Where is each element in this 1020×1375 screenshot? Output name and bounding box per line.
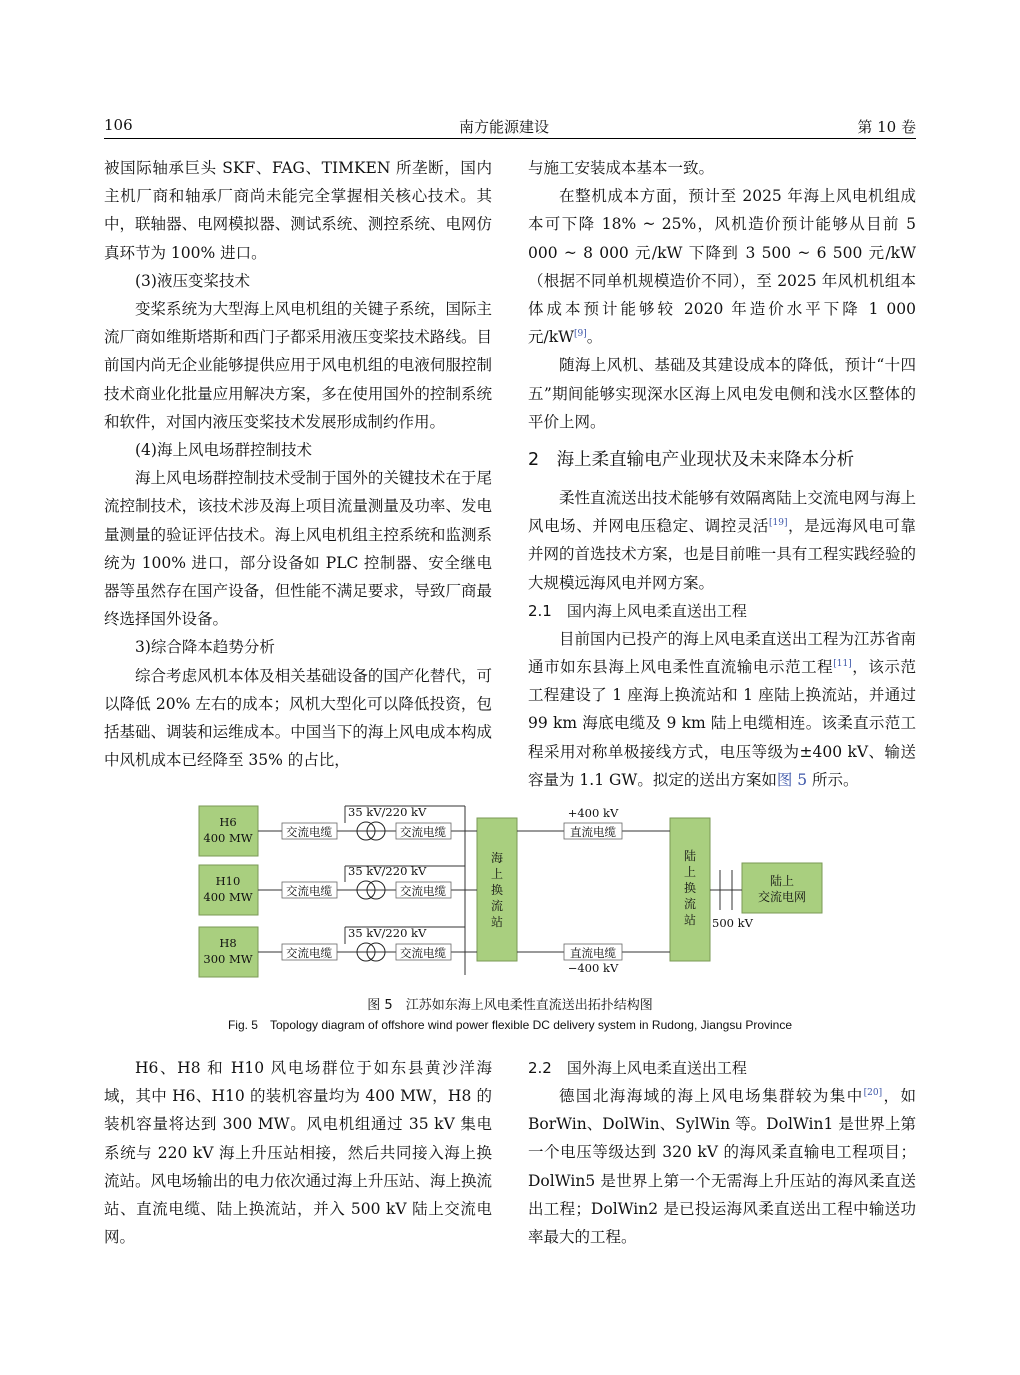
- subheading: (4)海上风电场群控制技术: [135, 441, 312, 460]
- ac-cable-label: 交流电缆: [286, 946, 332, 960]
- figure-caption-en: Fig. 5 Topology diagram of offshore wind power flexible DC delivery system in Rudong, Jiangsu Province: [227, 1018, 793, 1032]
- station-char: 上: [683, 865, 697, 879]
- citation[interactable]: [11]: [833, 658, 852, 669]
- ac-cable-label: 交流电缆: [286, 825, 332, 839]
- station-char: 站: [683, 913, 697, 927]
- citation[interactable]: [9]: [574, 329, 587, 340]
- ac-cable-label: 交流电缆: [400, 946, 446, 960]
- paragraph: 在整机成本方面，预计至 2025 年海上风电机组成本可下降 18% ~ 25%，风机造价预计能够从目前 5 000 ~ 8 000 元/kW 下降到 3 500 ~ 6 500 元/kW（根据不同单机规模造价不同），至 2025 年风机机组本体成本预计能够较 2020 年造价水平下降 1 000 元/kW[9]。: [528, 187, 916, 347]
- station-char: 流: [683, 897, 697, 911]
- subheading: (3)液压变桨技术: [135, 271, 250, 290]
- onshore-ac-grid: [742, 863, 822, 913]
- grid-label: 交流电网: [757, 890, 807, 904]
- farm-name: H8: [219, 936, 237, 950]
- farm-capacity: 400 MW: [203, 890, 253, 904]
- journal-title: 南方能源建设: [459, 118, 550, 136]
- station-char: 换: [490, 883, 504, 897]
- station-char: 站: [490, 915, 504, 929]
- section-heading: 2 海上柔直输电产业现状及未来降本分析: [528, 450, 855, 471]
- paragraph: 德国北海海域的海上风电场集群较为集中[20]，如 BorWin、DolWin、SylWin 等。DolWin1 是世界上第一个电压等级达到 320 kV 的海风柔直输电工程项目；DolWin5 是世界上第一个无需海上升压站的海风柔直送出工程；DolWin2 是已投运海风柔直送出工程中输送功率最大的工程。: [528, 1087, 916, 1247]
- dc-cable-label: 直流电缆: [570, 825, 616, 839]
- figure-caption-cn: 图 5 江苏如东海上风电柔性直流送出拓扑结构图: [367, 998, 653, 1013]
- paragraph: 被国际轴承巨头 SKF、FAG、TIMKEN 所垄断，国内主机厂商和轴承厂商尚未能完全掌握相关核心技术。其中，联轴器、电网模拟器、测试系统、测控系统、电网仿真环节为 100% 进口。: [104, 159, 492, 262]
- negative-voltage-label: −400 kV: [567, 961, 619, 975]
- transformer-voltage-label: 35 kV/220 kV: [348, 926, 427, 940]
- grid-voltage-label: 500 kV: [712, 916, 753, 930]
- right-column-bottom: [528, 1054, 916, 1251]
- farm-capacity: 300 MW: [203, 952, 253, 966]
- dc-cable-label: 直流电缆: [570, 946, 616, 960]
- grid-label: 陆上: [769, 874, 795, 888]
- left-column-bottom: [104, 1054, 492, 1251]
- ac-cable-label: 交流电缆: [286, 884, 332, 898]
- paragraph: 柔性直流送出技术能够有效隔离陆上交流电网与海上风电场、并网电压稳定、调控灵活[19]，是远海风电可靠并网的首选技术方案，也是目前唯一具有工程实践经验的大规模远海风电并网方案。: [528, 489, 916, 592]
- station-char: 流: [490, 899, 504, 913]
- positive-voltage-label: +400 kV: [567, 806, 619, 820]
- station-char: 换: [683, 881, 697, 895]
- transformer-voltage-label: 35 kV/220 kV: [348, 864, 427, 878]
- paragraph: 变桨系统为大型海上风电机组的关键子系统，国际主流厂商如维斯塔斯和西门子都采用液压变桨技术路线。目前国内尚无企业能够提供应用于风电机组的电液伺服控制技术商业化批量应用解决方案，多在使用国外的控制系统和软件，对国内液压变桨技术发展形成制约作用。: [104, 300, 492, 431]
- figure-link[interactable]: 图 5: [776, 770, 808, 789]
- paragraph: 与施工安装成本基本一致。: [528, 159, 715, 177]
- citation[interactable]: [20]: [863, 1087, 883, 1098]
- subsection-heading: 2.2 国外海上风电柔直送出工程: [528, 1059, 747, 1077]
- paragraph: H6、H8 和 H10 风电场群位于如东县黄沙洋海域，其中 H6、H10 的装机容量均为 400 MW，H8 的装机容量将达到 300 MW。风电机组通过 35 kV 集电系统与 220 kV 海上升压站相接，然后共同接入海上换流站。风电场输出的电力依次通过海上升压站、海上换流站、直流电缆、陆上换流站，并入 500 kV 陆上交流电网。: [104, 1059, 492, 1247]
- subheading: 3)综合降本趋势分析: [135, 638, 275, 657]
- paragraph: 随海上风机、基础及其建设成本的降低，预计“十四五”期间能够实现深水区海上风电发电侧和浅水区整体的平价上网。: [528, 356, 916, 431]
- station-char: 陆: [683, 849, 697, 863]
- page-number: 106: [104, 116, 133, 134]
- transformer-voltage-label: 35 kV/220 kV: [348, 805, 427, 819]
- ac-cable-label: 交流电缆: [400, 825, 446, 839]
- station-char: 海: [490, 851, 504, 865]
- station-char: 上: [490, 867, 504, 881]
- paragraph: 综合考虑风机本体及相关基础设备的国产化替代，可以降低 20% 左右的成本；风机大型化可以降低投资，包括基础、调装和运维成本。中国当下的海上风电成本构成中风机成本已经降至 35% 的占比，: [104, 666, 492, 770]
- farm-name: H10: [215, 874, 241, 888]
- paragraph: 海上风电场群控制技术受制于国外的关键技术在于尾流控制技术，该技术涉及海上项目流量测量及功率、发电量测量的验证评估技术。海上风电机组主控系统和监测系统为 100% 进口，部分设备如 PLC 控制器、安全继电器等虽然存在国产设备，但性能不满足要求，导致厂商最终选择国外设备。: [104, 469, 492, 629]
- farm-capacity: 400 MW: [203, 831, 253, 845]
- subsection-heading: 2.1 国内海上风电柔直送出工程: [528, 601, 747, 620]
- volume-label: 第 10 卷: [857, 118, 916, 136]
- citation[interactable]: [19]: [768, 518, 788, 529]
- ac-cable-label: 交流电缆: [400, 884, 446, 898]
- paragraph: 目前国内已投产的海上风电柔直送出工程为江苏省南通市如东县海上风电柔性直流输电示范工程[11]，该示范工程建设了 1 座海上换流站和 1 座陆上换流站，并通过 99 km 海底电缆及 9 km 陆上电缆相连。该柔直示范工程采用对称单极接线方式，电压等级为±400 kV、输送容量为 1.1 GW。拟定的送出方案如图 5 所示。: [528, 629, 916, 789]
- farm-name: H6: [219, 815, 237, 829]
